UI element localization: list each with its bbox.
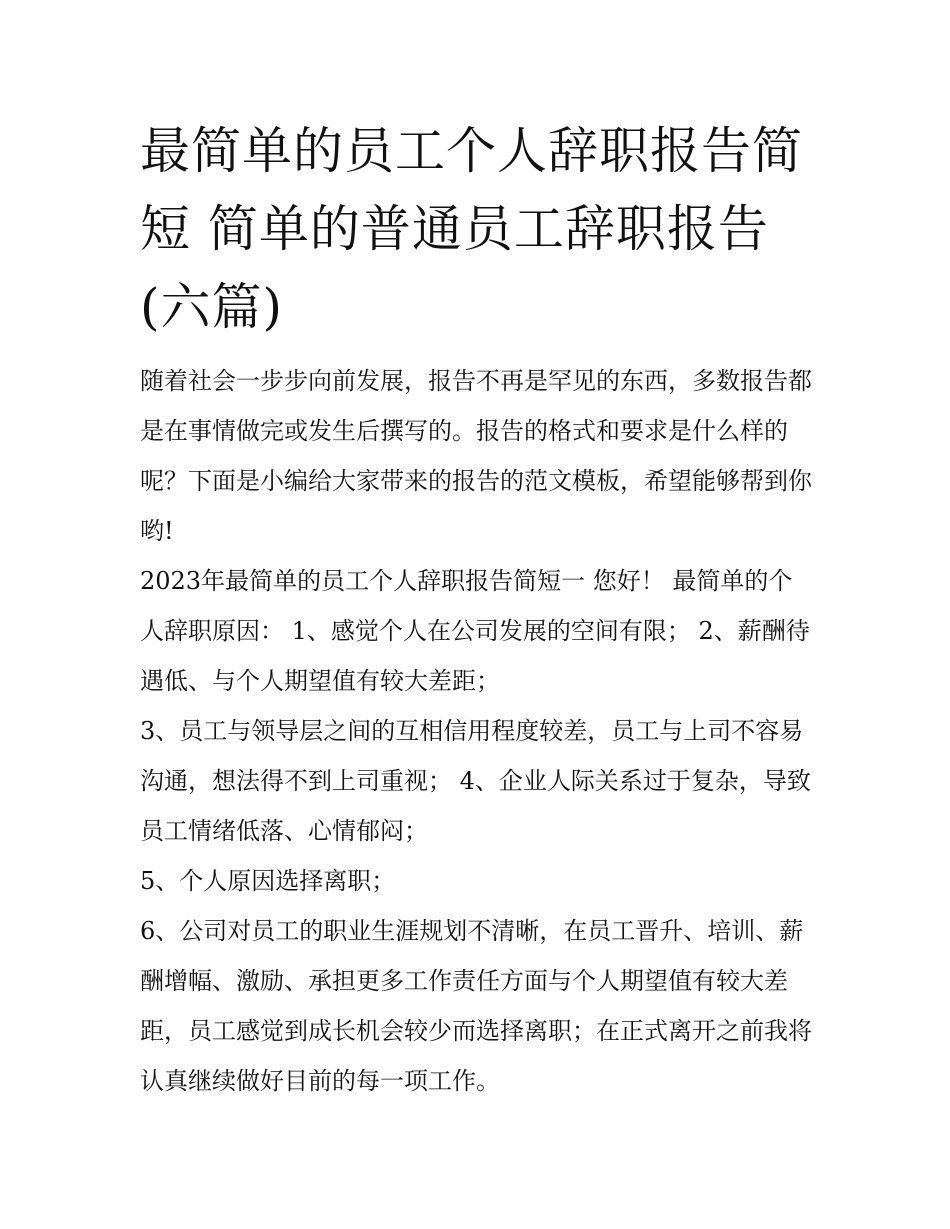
paragraph-reason-5: 5、个人原因选择离职； — [140, 867, 396, 895]
paragraph-reason-6: 6、公司对员工的职业生涯规划不清晰，在员工晋升、培训、薪酬增幅、激励、承担更多工作责任方面与个人期望值有较大差距，员工感觉到成长机会较少而选择离职；在正式离开之前我将认真继续做好目前的每一项工作。 — [140, 917, 812, 1095]
paragraph-intro: 随着社会一步步向前发展，报告不再是罕见的东西，多数报告都是在事情做完或发生后撰写的。报告的格式和要求是什么样的呢？下面是小编给大家带来的报告的范文模板，希望能够帮到你哟! — [140, 367, 812, 545]
document-page — [140, 112, 812, 1106]
document-title: 最简单的员工个人辞职报告简短 简单的普通员工辞职报告(六篇) — [140, 122, 803, 336]
paragraph-reasons-3-4: 3、员工与领导层之间的互相信用程度较差，员工与上司不容易沟通，想法得不到上司重视； 4、企业人际关系过于复杂，导致员工情绪低落、心情郁闷； — [140, 717, 811, 845]
paragraph-reasons-1-2: 2023年最简单的员工个人辞职报告简短一 您好！ 最简单的个人辞职原因： 1、感觉个人在公司发展的空间有限； 2、薪酬待遇低、与个人期望值有较大差距； — [140, 567, 810, 695]
